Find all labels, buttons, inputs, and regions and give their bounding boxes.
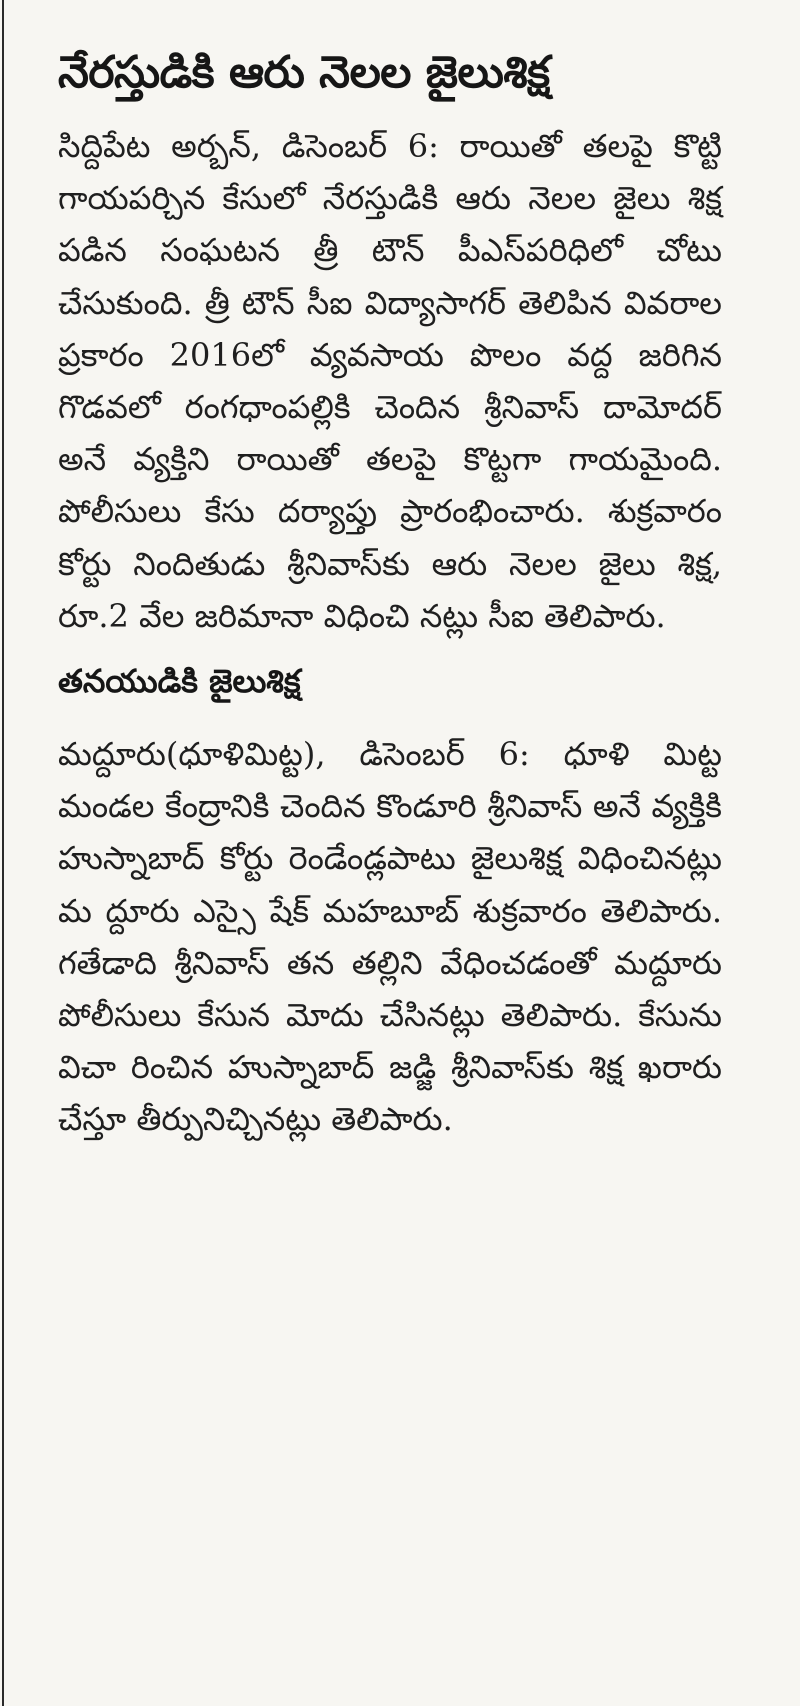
- article-headline: నేరస్తుడికి ఆరు నెలల జైలుశిక్ష: [58, 47, 550, 98]
- second-article-headline: తనయుడికి జైలుశిక్ష: [58, 662, 301, 701]
- news-clipping: [58, 32, 722, 1146]
- column-rule: [2, 0, 4, 1706]
- second-article-body: మద్దూరు(ధూళిమిట్ట), డిసెంబర్ 6: ధూళి మిట్ట మండల కేంద్రానికి చెందిన కొండూరి శ్రీనివాస్ అనే వ్యక్తికి హుస్నాబాద్ కోర్టు రెండేండ్లపాటు జైలుశిక్ష విధించినట్లు మ ద్దూరు ఎస్సై షేక్ మహబూబ్ శుక్రవారం తెలిపారు. గతేడాది శ్రీనివాస్ తన తల్లిని వేధించడంతో మద్దూరు పోలీసులు కేసున మోదు చేసినట్లు తెలిపారు. కేసును విచా రించిన హుస్నాబాద్ జడ్జి శ్రీనివాస్‌కు శిక్ష ఖరారు చేస్తూ తీర్పునిచ్చినట్లు తెలిపారు.: [58, 735, 722, 1139]
- article-body: సిద్దిపేట అర్బన్, డిసెంబర్ 6: రాయితో తలపై కొట్టి గాయపర్చిన కేసులో నేరస్తుడికి ఆరు నెలల జైలు శిక్ష పడిన సంఘటన త్రీ టౌన్ పీఎస్‌పరిధిలో చోటు చేసుకుంది. త్రీ టౌన్ సీఐ విద్యాసాగర్ తెలిపిన వివరాల ప్రకారం 2016లో వ్యవసాయ పొలం వద్ద జరిగిన గొడవలో రంగధాంపల్లికి చెందిన శ్రీనివాస్ దామోదర్ అనే వ్యక్తిని రాయితో తలపై కొట్టగా గాయమైంది. పోలీసులు కేసు దర్యాప్తు ప్రారంభించారు. శుక్రవారం కోర్టు నిందితుడు శ్రీనివాస్‌కు ఆరు నెలల జైలు శిక్ష, రూ.2 వేల జరిమానా విధించి నట్లు సీఐ తెలిపారు.: [58, 127, 722, 635]
